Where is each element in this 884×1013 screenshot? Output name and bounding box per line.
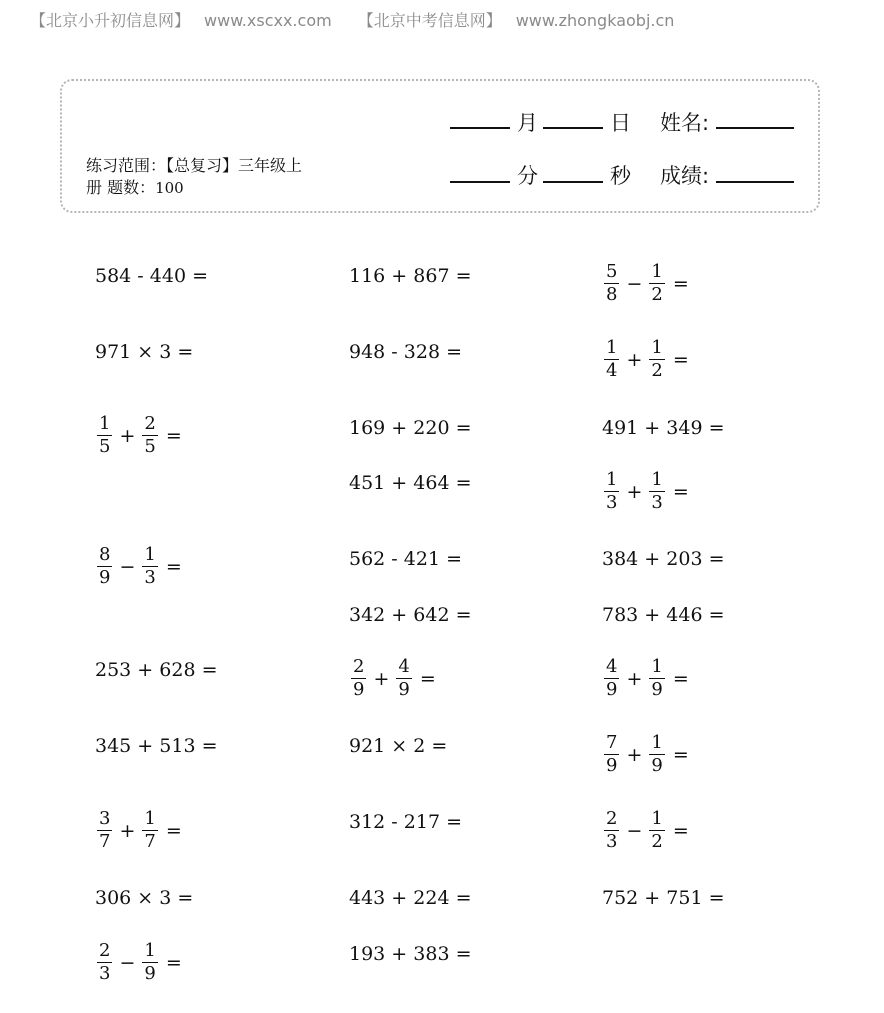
problem: 948 - 328 = — [349, 341, 462, 363]
fraction: $\frac{1}{2}$ — [651, 337, 663, 381]
site2-url[interactable]: www.zhongkaobj.cn — [515, 11, 675, 30]
problem: 451 + 464 = — [349, 472, 472, 494]
problem: 306 × 3 = — [95, 887, 194, 909]
problem: 752 + 751 = — [602, 887, 725, 909]
minute-label: 分 — [517, 164, 538, 188]
fraction: $\frac{5}{8}$ — [606, 261, 618, 305]
fraction: $\frac{2}{3}$ — [606, 808, 618, 852]
fraction: $\frac{1}{7}$ — [144, 808, 156, 852]
fraction: $\frac{4}{9}$ — [398, 656, 410, 700]
second-label: 秒 — [610, 164, 631, 188]
fraction: $\frac{2}{9}$ — [353, 656, 365, 700]
fraction-problem: $\frac{8}{9}$ − $\frac{1}{3}$ = — [99, 544, 182, 588]
scope-line-2: 册 题数： — [86, 178, 156, 197]
fraction: $\frac{4}{9}$ — [606, 656, 618, 700]
problem: 116 + 867 = — [349, 265, 472, 287]
fraction: $\frac{1}{5}$ — [99, 413, 111, 457]
fraction-problem: $\frac{2}{3}$ − $\frac{1}{9}$ = — [99, 940, 182, 984]
problem: 169 + 220 = — [349, 417, 472, 439]
site1-name: 【北京小升初信息网】 — [30, 11, 191, 30]
fraction-problem: $\frac{1}{3}$ + $\frac{1}{3}$ = — [606, 469, 689, 513]
problem: 443 + 224 = — [349, 887, 472, 909]
fraction: $\frac{1}{9}$ — [651, 732, 663, 776]
fraction: $\frac{7}{9}$ — [606, 732, 618, 776]
day-label: 日 — [610, 111, 631, 135]
problem: 783 + 446 = — [602, 604, 725, 626]
fraction: $\frac{1}{3}$ — [606, 469, 618, 513]
fraction: $\frac{1}{2}$ — [651, 261, 663, 305]
fraction: $\frac{3}{7}$ — [99, 808, 111, 852]
fraction: $\frac{1}{3}$ — [144, 544, 156, 588]
fraction-problem: $\frac{4}{9}$ + $\frac{1}{9}$ = — [606, 656, 689, 700]
problem: 345 + 513 = — [95, 735, 218, 757]
site2-name: 【北京中考信息网】 — [357, 11, 502, 30]
fraction: $\frac{1}{9}$ — [144, 940, 156, 984]
problem: 584 - 440 = — [95, 265, 208, 287]
fraction: $\frac{2}{3}$ — [99, 940, 111, 984]
fraction: $\frac{1}{2}$ — [651, 808, 663, 852]
fraction-problem: $\frac{3}{7}$ + $\frac{1}{7}$ = — [99, 808, 182, 852]
problem: 971 × 3 = — [95, 341, 194, 363]
fraction-problem: $\frac{1}{5}$ + $\frac{2}{5}$ = — [99, 413, 182, 457]
problem: 312 - 217 = — [349, 811, 462, 833]
month-label: 月 — [517, 111, 538, 135]
name-label: 姓名: — [660, 111, 710, 135]
problem: 253 + 628 = — [95, 659, 218, 681]
problem: 193 + 383 = — [349, 943, 472, 965]
fraction: $\frac{8}{9}$ — [99, 544, 111, 588]
fraction: $\frac{2}{5}$ — [144, 413, 156, 457]
problem: 342 + 642 = — [349, 604, 472, 626]
problem: 384 + 203 = — [602, 548, 725, 570]
question-count: 100 — [155, 179, 184, 197]
fraction-problem: $\frac{1}{4}$ + $\frac{1}{2}$ = — [606, 337, 689, 381]
fraction-problem: $\frac{5}{8}$ − $\frac{1}{2}$ = — [606, 261, 689, 305]
site1-url[interactable]: www.xscxx.com — [204, 11, 332, 30]
problem: 491 + 349 = — [602, 417, 725, 439]
score-label: 成绩: — [660, 164, 710, 188]
scope-line-1: 练习范围：【总复习】三年级上 — [86, 156, 303, 175]
problem: 921 × 2 = — [349, 735, 448, 757]
fraction-problem: $\frac{7}{9}$ + $\frac{1}{9}$ = — [606, 732, 689, 776]
fraction: $\frac{1}{4}$ — [606, 337, 618, 381]
fraction: $\frac{1}{3}$ — [651, 469, 663, 513]
problem: 562 - 421 = — [349, 548, 462, 570]
fraction: $\frac{1}{9}$ — [651, 656, 663, 700]
fraction-problem: $\frac{2}{9}$ + $\frac{4}{9}$ = — [353, 656, 436, 700]
fraction-problem: $\frac{2}{3}$ − $\frac{1}{2}$ = — [606, 808, 689, 852]
